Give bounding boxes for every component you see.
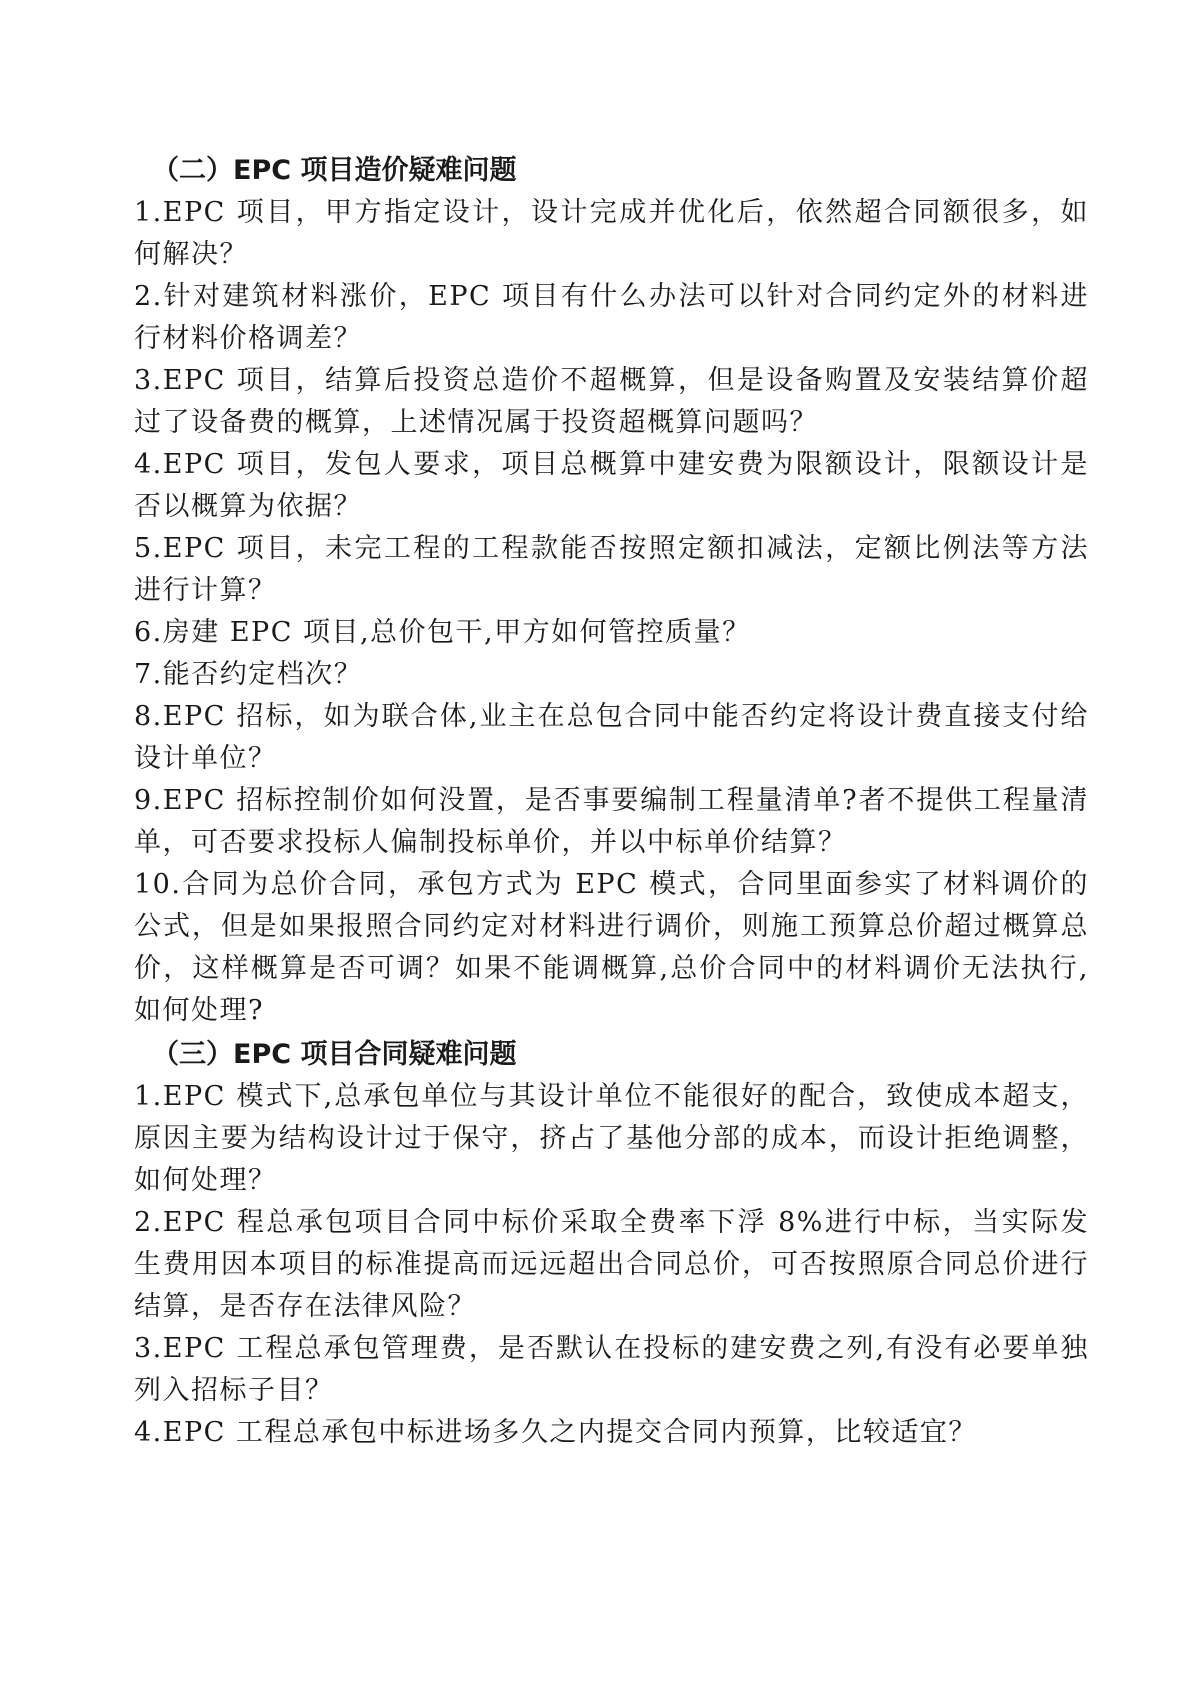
question-item: 3.EPC 项目，结算后投资总造价不超概算，但是设备购置及安装结算价超过了设备费的概算，上述情况属于投资超概算问题吗？ [134, 365, 1089, 438]
question-item: 8.EPC 招标，如为联合体,业主在总包合同中能否约定将设计费直接支付给设计单位？ [134, 701, 1089, 774]
section-heading: （三）EPC 项目合同疑难问题 [152, 1039, 517, 1070]
question-item: 10.合同为总价合同，承包方式为 EPC 模式，合同里面参实了材料调价的公式，但是如果报照合同约定对材料进行调价，则施工预算总价超过概算总价，这样概算是否可调？如果不能调概算,总价合同中的材料调价无法执行,如何处理? [134, 869, 1089, 1026]
question-item: 2.针对建筑材料涨价，EPC 项目有什么办法可以针对合同约定外的材料进行材料价格调差？ [134, 281, 1089, 354]
question-item: 5.EPC 项目，未完工程的工程款能否按照定额扣减法，定额比例法等方法进行计算？ [134, 533, 1089, 606]
question-item: 1.EPC 模式下,总承包单位与其设计单位不能很好的配合，致使成本超支，原因主要为结构设计过于保守，挤占了基他分部的成本，而设计拒绝调整，如何处理？ [134, 1081, 1089, 1196]
question-item: 7.能否约定档次？ [134, 659, 363, 690]
section-heading: （二）EPC 项目造价疑难问题 [152, 155, 517, 186]
question-item: 2.EPC 程总承包项目合同中标价采取全费率下浮 8%进行中标，当实际发生费用因本项目的标准提高而远远超出合同总价，可否按照原合同总价进行结算，是否存在法律风险？ [134, 1207, 1089, 1322]
document-page [134, 150, 1089, 1454]
question-list [134, 192, 1089, 1032]
question-item: 3.EPC 工程总承包管理费，是否默认在投标的建安费之列,有没有必要单独列入招标子目？ [134, 1333, 1089, 1406]
section-cost-issues [134, 150, 1089, 1032]
section-contract-issues [134, 1034, 1089, 1454]
question-item: 4.EPC 工程总承包中标进场多久之内提交合同内预算，比较适宜？ [134, 1417, 977, 1448]
question-item: 6.房建 EPC 项目,总价包干,甲方如何管控质量？ [134, 617, 751, 648]
question-item: 9.EPC 招标控制价如何没置，是否事要编制工程量清单?者不提供工程量清单，可否要求投标人偏制投标单价，并以中标单价结算？ [134, 785, 1089, 858]
question-item: 1.EPC 项目，甲方指定设计，设计完成并优化后，依然超合同额很多，如何解决？ [134, 197, 1089, 270]
question-item: 4.EPC 项目，发包人要求，项目总概算中建安费为限额设计，限额设计是否以概算为依据？ [134, 449, 1089, 522]
question-list [134, 1076, 1089, 1454]
